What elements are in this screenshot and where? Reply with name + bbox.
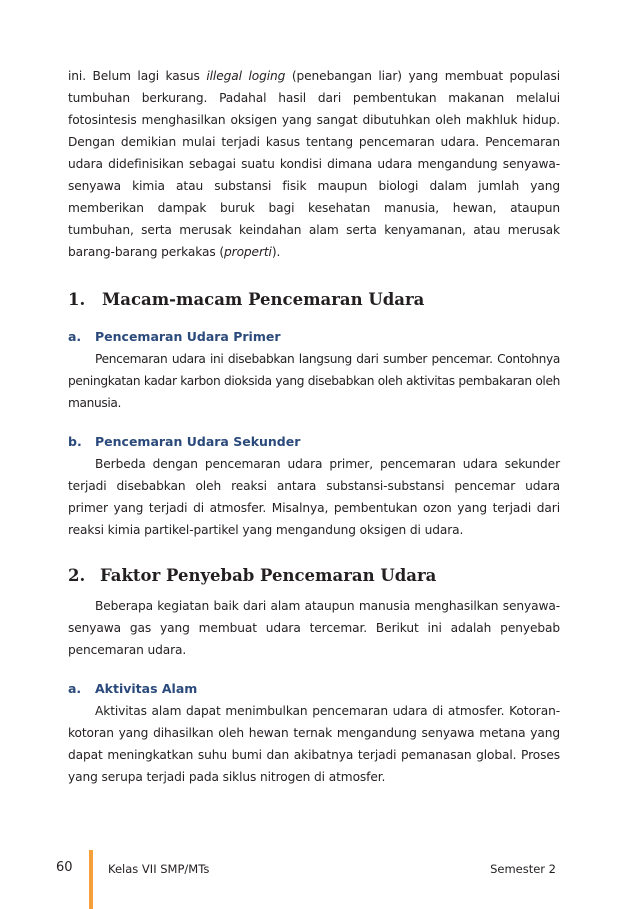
section2a-heading xyxy=(68,681,560,696)
section1a-heading xyxy=(68,329,560,344)
section1b-label: b. xyxy=(68,434,82,449)
section1a-title: Pencemaran Udara Primer xyxy=(95,329,281,344)
section1a-label: a. xyxy=(68,329,82,344)
section2a-paragraph: Aktivitas alam dapat menimbulkan pencemaran udara di atmosfer. Kotoran-kotoran yang dihasilkan oleh hewan ternak mengandung senyawa metana yang dapat meningkatkan suhu bumi dan akibatnya terjadi pemanasan global. Proses yang serupa terjadi pada siklus nitrogen di atmosfer. xyxy=(68,704,560,784)
section2a-title: Aktivitas Alam xyxy=(95,681,198,696)
section1b-paragraph: Berbeda dengan pencemaran udara primer, pencemaran udara sekunder terjadi disebabkan oleh reaksi antara substansi-substansi pencemar udara primer yang terjadi di atmosfer. Misalnya, pembentukan ozon yang terjadi dari reaksi kimia partikel-partikel yang mengandung oksigen di udara. xyxy=(68,457,560,537)
footer-book-title: Kelas VII SMP/MTs xyxy=(108,862,210,876)
page-number: 60 xyxy=(56,860,73,875)
intro-paragraph xyxy=(68,65,560,263)
section2-intro-paragraph: Beberapa kegiatan baik dari alam ataupun manusia menghasilkan senyawa-senyawa gas yang membuat udara tercemar. Berikut ini adalah penyebab pencemaran udara. xyxy=(68,599,560,657)
section2-heading xyxy=(68,566,560,585)
intro-text-end: ). xyxy=(271,245,281,259)
section1-title: Macam-macam Pencemaran Udara xyxy=(102,290,425,309)
footer-semester: Semester 2 xyxy=(490,862,556,876)
page-content xyxy=(68,65,560,788)
section2a-label: a. xyxy=(68,681,82,696)
section1-heading xyxy=(68,290,560,309)
section2-number: 2. xyxy=(68,566,86,585)
intro-text: ini. Belum lagi kasus xyxy=(68,69,207,83)
intro-italic-term: illegal loging xyxy=(206,69,286,83)
section1b-title: Pencemaran Udara Sekunder xyxy=(95,434,301,449)
section2-title: Faktor Penyebab Pencemaran Udara xyxy=(100,566,437,585)
intro-italic-properti: properti xyxy=(224,245,272,259)
intro-text-main: (penebangan liar) yang membuat populasi tumbuhan berkurang. Padahal hasil dari pembentukan makanan melalui fotosintesis menghasilkan oksigen yang sangat dibutuhkan oleh makhluk hidup. Dengan demikian mulai terjadi kasus tentang pencemaran udara. Pencemaran udara didefinisikan sebagai suatu kondisi dimana udara mengandung senyawa-senyawa kimia atau substansi fisik maupun biologi dalam jumlah yang memberikan dampak buruk bagi kesehatan manusia, hewan, ataupun tumbuhan, serta merusak keindahan alam serta kenyamanan, atau merusak barang-barang perkakas ( xyxy=(68,69,560,259)
section1a-paragraph: Pencemaran udara ini disebabkan langsung dari sumber pencemar. Contohnya peningkatan kadar karbon dioksida yang disebabkan oleh aktivitas pembakaran oleh manusia. xyxy=(68,352,560,410)
section1b-heading xyxy=(68,434,560,449)
footer-accent-bar xyxy=(89,850,93,909)
section1-number: 1. xyxy=(68,290,86,309)
